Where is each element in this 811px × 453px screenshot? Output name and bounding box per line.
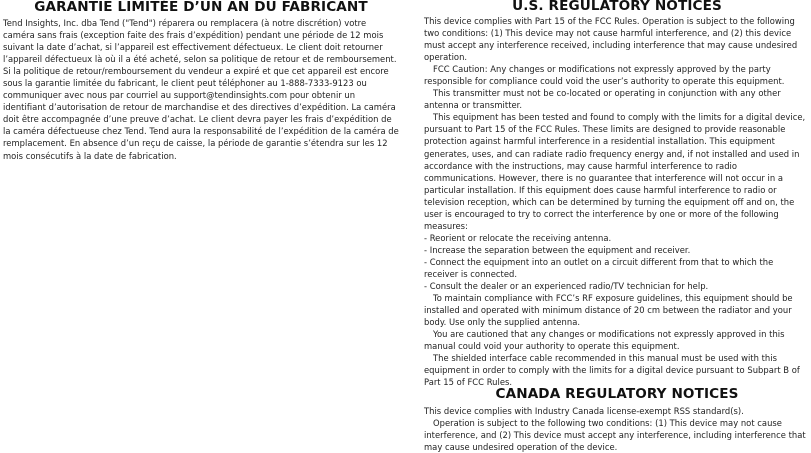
us-bullet-4: - Consult the dealer or an experienced radio/TV technician for help.	[424, 281, 709, 292]
canada-regulatory-text-block	[424, 405, 810, 453]
us-regulatory-title: U.S. REGULATORY NOTICES	[512, 0, 722, 14]
warranty-section	[3, 0, 399, 162]
canada-regulatory-section	[424, 386, 810, 453]
us-paragraph-7: The shielded interface cable recommended in this manual must be used with this equipment in order to comply with the limits for a digital device pursuant to Subpart B of Part 15 of FCC Rules.	[424, 353, 800, 388]
us-paragraph-4: This equipment has been tested and found to comply with the limits for a digital device, pursuant to Part 15 of the FCC Rules. These limits are designed to provide reasonable protection against harmful interference in a residential installation. This equipment generates, uses, and can radiate radio frequency energy and, if not installed and used in accordance with the instructions, may cause harmful interference to radio communications. However, there is no guarantee that interference will not occur in a particular installation. If this equipment does cause harmful interference to radio or television reception, which can be determined by turning the equipment off and on, the user is encouraged to try to correct the interference by one or more of the following measures:	[424, 112, 806, 231]
us-regulatory-section	[424, 0, 810, 388]
us-paragraph-1: This device complies with Part 15 of the FCC Rules. Operation is subject to the following two conditions: (1) This device may not cause harmful interference, and (2) this device must accept any interference received, including interference that may cause undesired operation.	[424, 16, 798, 63]
warranty-text-block	[3, 17, 399, 162]
canada-paragraph-2: Operation is subject to the following two conditions: (1) This device may not cause interference, and (2) This device must accept any interference, including interference that may cause undesired operation of the device.	[424, 418, 806, 453]
us-bullet-3: - Connect the equipment into an outlet on a circuit different from that to which the receiver is connected.	[424, 256, 774, 279]
us-bullet-2: - Increase the separation between the equipment and receiver.	[424, 244, 691, 255]
us-bullet-1: - Reorient or relocate the receiving antenna.	[424, 232, 612, 243]
us-paragraph-3: This transmitter must not be co-located or operating in conjunction with any other antenna or transmitter.	[424, 88, 781, 111]
us-paragraph-5: To maintain compliance with FCC’s RF exposure guidelines, this equipment should be installed and operated with minimum distance of 20 cm between the radiator and your body. Use only the supplied antenna.	[424, 293, 793, 328]
warranty-title: GARANTIE LIMITÉE D’UN AN DU FABRICANT	[34, 0, 368, 15]
us-regulatory-text-block	[424, 15, 810, 388]
canada-paragraph-1: This device complies with Industry Canada license-exempt RSS standard(s).	[424, 406, 744, 416]
canada-regulatory-title: CANADA REGULATORY NOTICES	[495, 386, 739, 402]
us-paragraph-2: FCC Caution: Any changes or modifications not expressly approved by the party responsible for compliance could void the user’s authority to operate this equipment.	[424, 64, 785, 87]
us-paragraph-6: You are cautioned that any changes or modifications not expressly approved in this manual could void your authority to operate this equipment.	[424, 329, 785, 352]
warranty-paragraph: Tend Insights, Inc. dba Tend ("Tend") réparera ou remplacera (à notre discrétion) votre caméra sans frais (exception faite des frais d’expédition) pendant une période de 12 mois suivant la date d’achat, si l’appareil est effectivement défectueux. Le client doit retourner l’appareil défectueux là où il a été acheté, selon sa politique de retour et de remboursement. Si la politique de retour/remboursement du vendeur a expiré et que cet appareil est encore sous la garantie limitée du fabricant, le client peut téléphoner au 1-888-7333-9123 ou communiquer avec nous par courriel au support@tendinsights.com pour obtenir un identifiant d’autorisation de retour de marchandise et des directives d’expédition. La caméra doit être accompagnée d’une preuve d’achat. Le client devra payer les frais d’expédition de la caméra défectueuse chez Tend. Tend aura la responsabilité de l’expédition de la caméra de remplacement. En absence d’un reçu de caisse, la période de garantie s’étendra sur les 12 mois consécutifs à la date de fabrication.	[3, 18, 399, 161]
